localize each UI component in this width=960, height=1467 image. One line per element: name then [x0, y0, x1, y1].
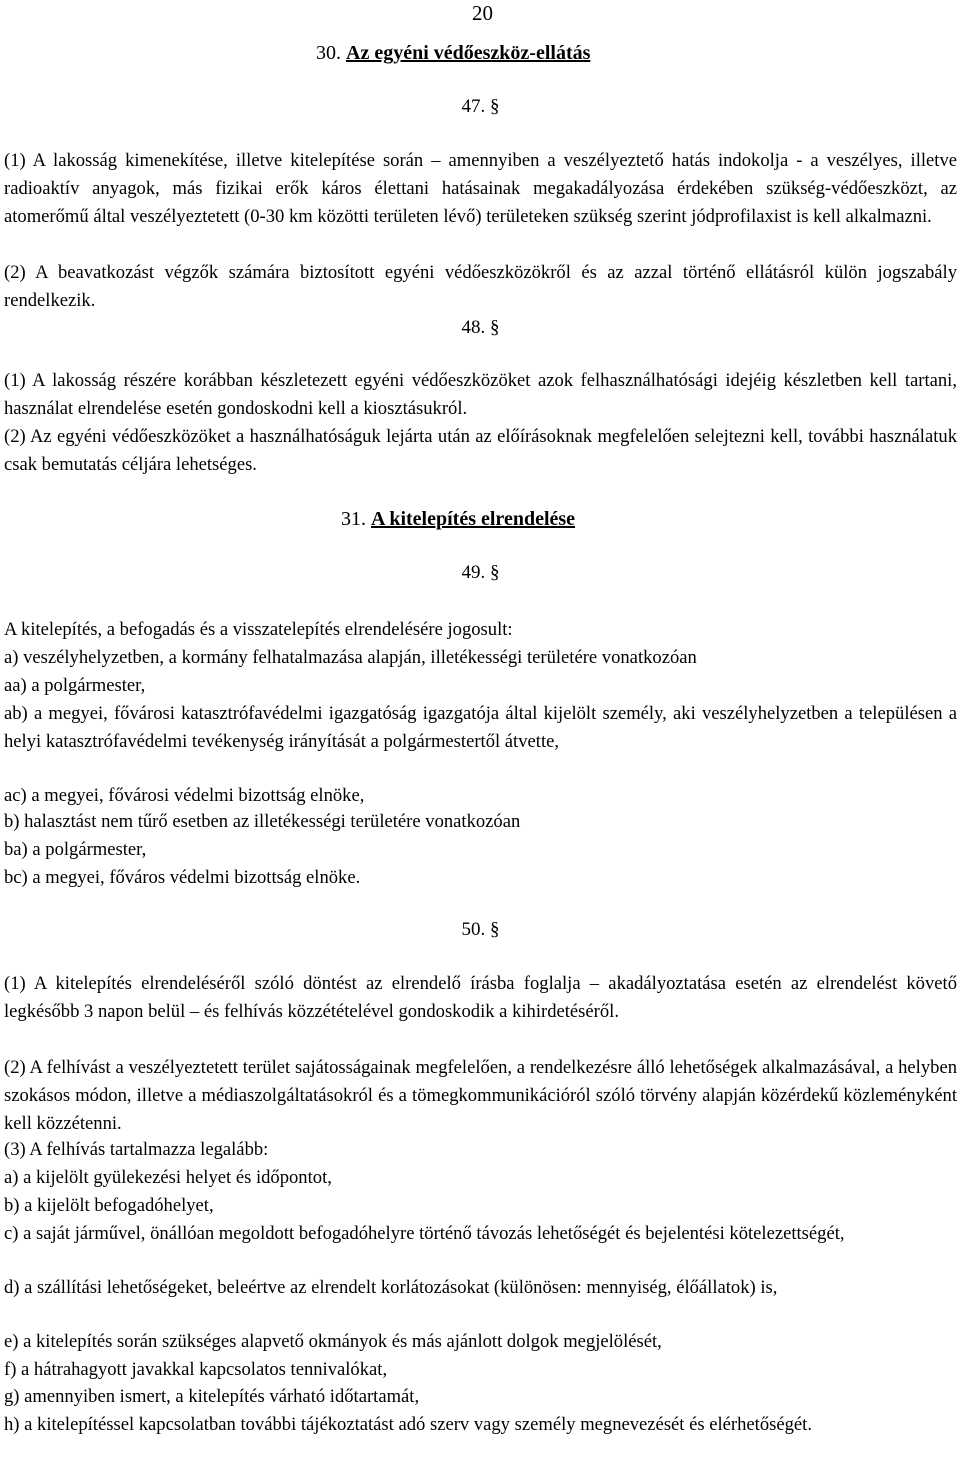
list-item: g) amennyiben ismert, a kitelepítés várható időtartamát,: [4, 1386, 420, 1407]
list-item: b) halasztást nem tűrő esetben az illetékességi területére vonatkozóan: [4, 811, 521, 832]
chapter-heading-30: [316, 42, 590, 65]
paragraph-48-2: (2) Az egyéni védőeszközöket a használhatóságuk lejárta után az előírásoknak megfelelően selejtezni kell, további használatuk csak bemutatás céljára lehetséges.: [4, 426, 957, 475]
list-item: c) a saját járművel, önállóan megoldott befogadóhelyre történő távozás lehetőségét és bejelentési kötelezettségét,: [4, 1223, 845, 1244]
chapter-heading-31: [341, 508, 575, 531]
list-item: a) veszélyhelyzetben, a kormány felhatalmazása alapján, illetékességi területére vonatkozóan: [4, 647, 697, 668]
list-item: e) a kitelepítés során szükséges alapvető okmányok és más ajánlott dolgok megjelölését,: [4, 1331, 662, 1352]
section-48-heading: 48. §: [461, 317, 500, 338]
paragraph-48-1: (1) A lakosság részére korábban készletezett egyéni védőeszközöket azok felhasználhatósági idejéig készletben kell tartani, használat elrendelése esetén gondoskodni kell a kiosztásukról.: [4, 370, 957, 419]
section-47-heading: 47. §: [461, 96, 500, 117]
section-50-heading: 50. §: [461, 919, 500, 940]
paragraph-50-3: (3) A felhívás tartalmazza legalább:: [4, 1139, 269, 1160]
list-item: b) a kijelölt befogadóhelyet,: [4, 1195, 214, 1216]
page-number: 20: [472, 1, 493, 25]
list-item: aa) a polgármester,: [4, 675, 146, 696]
list-item: f) a hátrahagyott javakkal kapcsolatos tennivalókat,: [4, 1359, 388, 1380]
chapter-number: 31.: [341, 508, 366, 530]
chapter-title: A kitelepítés elrendelése: [371, 508, 576, 530]
chapter-title: Az egyéni védőeszköz-ellátás: [346, 42, 591, 64]
list-item: a) a kijelölt gyülekezési helyet és időpontot,: [4, 1167, 332, 1188]
list-item: d) a szállítási lehetőségeket, beleértve az elrendelt korlátozásokat (különösen: mennyiség, élőállatok) is,: [4, 1277, 778, 1298]
paragraph-50-1: (1) A kitelepítés elrendeléséről szóló döntést az elrendelő írásba foglalja – akadályoztatása esetén az elrendelést követő legkésőbb 3 napon belül – és felhívás közzétételével gondoskodik a kihirdetéséről.: [4, 973, 957, 1022]
paragraph-47-2: (2) A beavatkozást végzők számára biztosított egyéni védőeszközökről és az azzal történő ellátásról külön jogszabály rendelkezik.: [4, 262, 957, 311]
list-item: ac) a megyei, fővárosi védelmi bizottság elnöke,: [4, 785, 365, 806]
list-item: ab) a megyei, fővárosi katasztrófavédelmi igazgatóság igazgatója által kijelölt személy, aki veszélyhelyzetben a településen a helyi katasztrófavédelmi tevékenység irányítását a polgármestertől átvette,: [4, 703, 957, 752]
paragraph-50-2: (2) A felhívást a veszélyeztetett terület sajátosságainak megfelelően, a rendelkezésre álló lehetőségek alkalmazásával, a helyben szokásos módon, illetve a médiaszolgáltatásokról és a tömegkommunikációról szóló törvény alapján közérdekű közleményként kell közzétenni.: [4, 1057, 957, 1134]
list-item: bc) a megyei, főváros védelmi bizottság elnöke.: [4, 867, 361, 888]
section-49-heading: 49. §: [461, 562, 500, 583]
list-item: h) a kitelepítéssel kapcsolatban további tájékoztatást adó szerv vagy személy megnevezését és elérhetőségét.: [4, 1414, 812, 1435]
paragraph-47-1: (1) A lakosság kimenekítése, illetve kitelepítése során – amennyiben a veszélyeztető hatás indokolja - a veszélyes, illetve radioaktív anyagok, más fizikai erők káros élettani hatásainak megakadályozása érdekében szükség-védőeszközt, az atomerőmű által veszélyeztetett (0-30 km közötti területen lévő) területeken szükség szerint jódprofilaxist is kell alkalmazni.: [4, 150, 957, 227]
paragraph-49-intro: A kitelepítés, a befogadás és a visszatelepítés elrendelésére jogosult:: [4, 619, 513, 640]
list-item: ba) a polgármester,: [4, 839, 147, 860]
chapter-number: 30.: [316, 42, 341, 64]
